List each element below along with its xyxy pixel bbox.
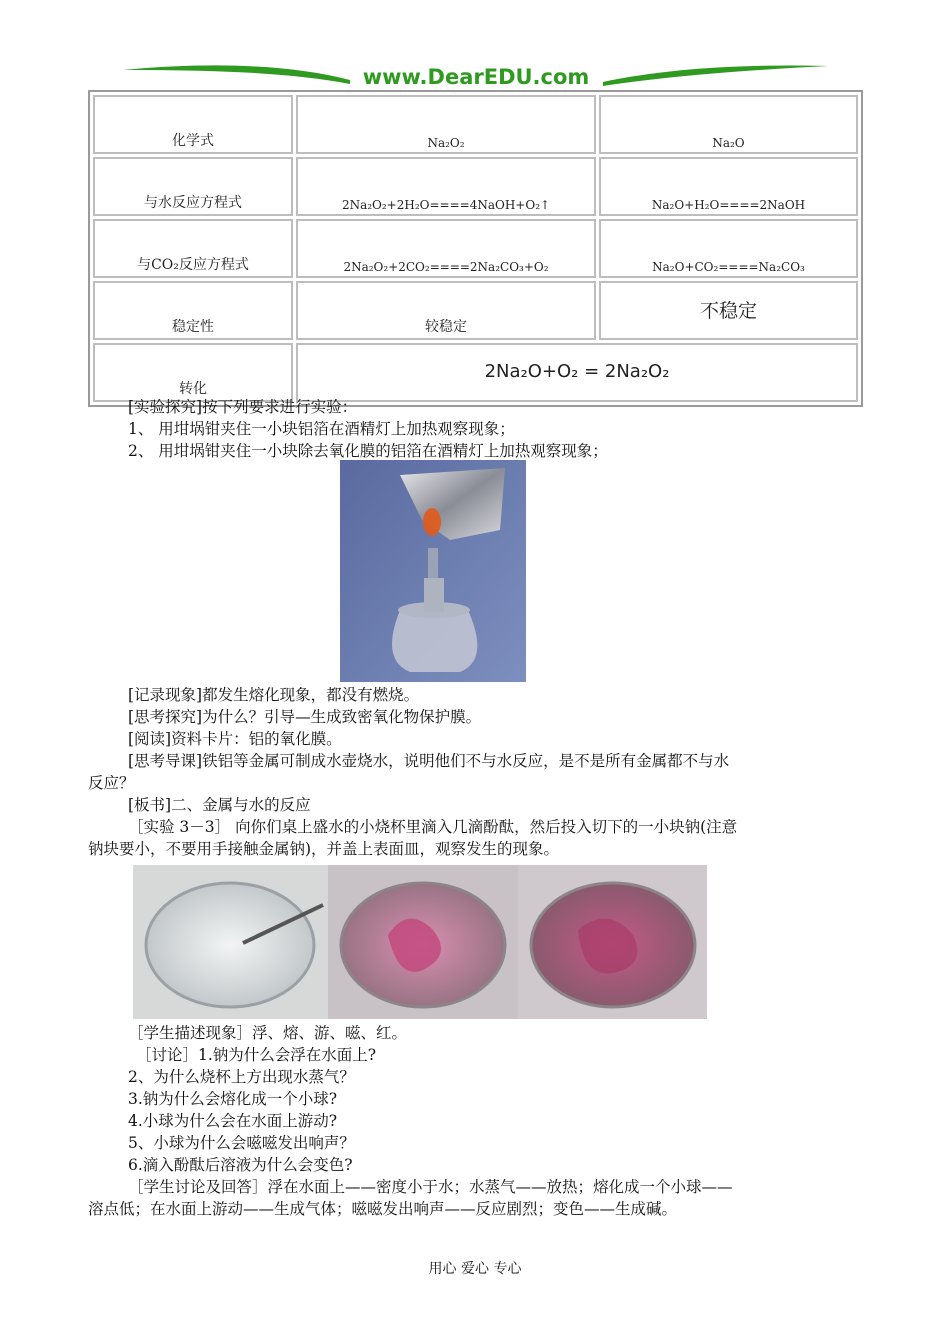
site-header bbox=[88, 58, 863, 94]
aluminum-foil-lamp-photo bbox=[340, 460, 526, 682]
paragraph: [实验探究]按下列要求进行实验： bbox=[128, 398, 358, 416]
header-logo-swoosh bbox=[88, 58, 863, 94]
paragraph: 2、 用坩埚钳夹住一小块除去氧化膜的铝箔在酒精灯上加热观察现象； bbox=[128, 442, 608, 460]
cell-na2o2: Na₂O₂ bbox=[296, 95, 596, 154]
comparison-table bbox=[88, 90, 863, 407]
experiment-section bbox=[88, 396, 863, 462]
paragraph: 2、为什么烧杯上方出现水蒸气？ bbox=[128, 1068, 355, 1086]
paragraph: 溶点低；在水面上游动——生成气体；嗞嗞发出响声——反应剧烈；变色——生成碱。 bbox=[88, 1200, 678, 1218]
table-row bbox=[93, 157, 858, 216]
conversion-equation: 2Na₂O+O₂ = 2Na₂O₂ bbox=[296, 343, 858, 402]
cell-na2o2: 2Na₂O₂+2CO₂====2Na₂CO₃+O₂ bbox=[296, 219, 596, 278]
paragraph: ［实验 3－3］ 向你们桌上盛水的小烧杯里滴入几滴酚酞，然后投入切下的一小块钠(注意 bbox=[128, 818, 738, 836]
cell-na2o: Na₂O+H₂O====2NaOH bbox=[599, 157, 858, 216]
row-label: 稳定性 bbox=[93, 281, 293, 340]
table-row bbox=[93, 219, 858, 278]
paragraph: [板书]二、金属与水的反应 bbox=[128, 796, 311, 814]
table-row bbox=[93, 95, 858, 154]
paragraph: [阅读]资料卡片：铝的氧化膜。 bbox=[128, 730, 342, 748]
paragraph: 1、 用坩埚钳夹住一小块铝箔在酒精灯上加热观察现象； bbox=[128, 420, 515, 438]
paragraph: 6.滴入酚酞后溶液为什么会变色? bbox=[128, 1156, 353, 1174]
row-label: 与CO₂反应方程式 bbox=[93, 219, 293, 278]
row-label: 与水反应方程式 bbox=[93, 157, 293, 216]
paragraph: [记录现象]都发生熔化现象，都没有燃烧。 bbox=[128, 686, 420, 704]
site-name: www.DearEDU.com bbox=[362, 65, 590, 89]
table-row bbox=[93, 281, 858, 340]
paragraph: 反应？ bbox=[88, 774, 135, 792]
row-label: 化学式 bbox=[93, 95, 293, 154]
page-footer: 用心 爱心 专心 bbox=[428, 1261, 522, 1277]
paragraph: ［学生描述现象］浮、熔、游、嗞、红。 bbox=[128, 1024, 408, 1042]
cell-na2o: Na₂O bbox=[599, 95, 858, 154]
table-row bbox=[93, 343, 858, 402]
cell-na2o2: 2Na₂O₂+2H₂O====4NaOH+O₂↑ bbox=[296, 157, 596, 216]
sodium-water-photos bbox=[133, 865, 707, 1019]
paragraph: 4.小球为什么会在水面上游动? bbox=[128, 1112, 338, 1130]
paragraph: ［讨论］1.钠为什么会浮在水面上? bbox=[136, 1046, 377, 1064]
cell-na2o: Na₂O+CO₂====Na₂CO₃ bbox=[599, 219, 858, 278]
student-discussion-section bbox=[88, 1022, 863, 1220]
cell-na2o2: 较稳定 bbox=[296, 281, 596, 340]
cell-na2o: 不稳定 bbox=[599, 281, 858, 340]
paragraph: [思考导课]铁铝等金属可制成水壶烧水，说明他们不与水反应，是不是所有金属都不与水 bbox=[128, 752, 730, 770]
paragraph: ［学生讨论及回答］浮在水面上——密度小于水；水蒸气——放热；熔化成一个小球—— bbox=[128, 1178, 733, 1196]
paragraph: 3.钠为什么会熔化成一个小球? bbox=[128, 1090, 338, 1108]
discussion-section bbox=[88, 684, 863, 860]
row-label: 转化 bbox=[93, 343, 293, 402]
paragraph: [思考探究]为什么？引导—生成致密氧化物保护膜。 bbox=[128, 708, 482, 726]
paragraph: 钠块要小，不要用手接触金属钠)，并盖上表面皿，观察发生的现象。 bbox=[88, 840, 560, 858]
paragraph: 5、小球为什么会嗞嗞发出响声？ bbox=[128, 1134, 355, 1152]
